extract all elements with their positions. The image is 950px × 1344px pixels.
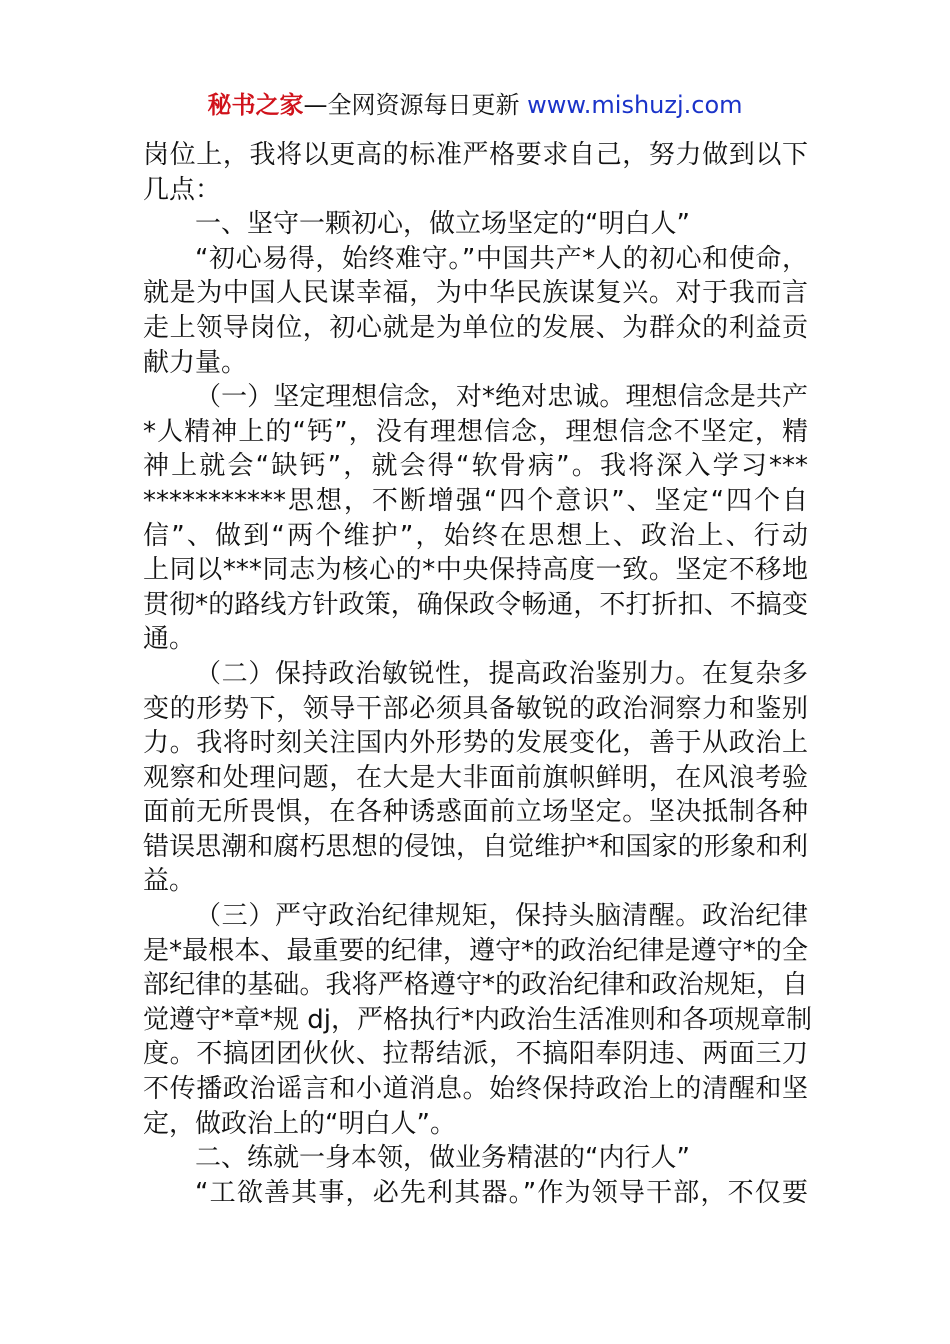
text-line: 就是为中国人民谋幸福，为中华民族谋复兴。对于我而言 <box>143 278 808 309</box>
text-line: 上同以***同志为核心的*中央保持高度一致。坚定不移地 <box>143 555 808 586</box>
text-line: 是*最根本、最重要的纪律，遵守*的政治纪律是遵守*的全 <box>143 935 808 966</box>
subsection-line: （二）保持政治敏锐性，提高政治鉴别力。在复杂多 <box>195 658 808 689</box>
text-line: 不传播政治谣言和小道消息。始终保持政治上的清醒和坚 <box>143 1074 808 1105</box>
text-line: 神上就会“缺钙”，就会得“软骨病”。我将深入学习*** <box>143 451 808 482</box>
text-line: *人精神上的“钙”，没有理想信念，理想信念不坚定，精 <box>143 416 808 447</box>
text-line: 力。我将时刻关注国内外形势的发展变化，善于从政治上 <box>143 728 808 759</box>
site-url-link[interactable]: www.mishuzj.com <box>527 91 743 119</box>
text-line: 献力量。 <box>143 347 248 378</box>
header-tagline: 全网资源每日更新 <box>327 91 520 119</box>
text-line: 几点： <box>143 174 222 205</box>
text-line: 错误思潮和腐朽思想的侵蚀，自觉维护*和国家的形象和利 <box>143 831 808 862</box>
text-line: 觉遵守*章*规 dj，严格执行*内政治生活准则和各项规章制 <box>143 1004 812 1035</box>
document-body <box>143 138 812 1210</box>
section-heading: 二、练就一身本领，做业务精湛的“内行人” <box>195 1143 690 1174</box>
text-line: 贯彻*的路线方针政策，确保政令畅通，不打折扣、不搞变 <box>143 589 808 620</box>
text-line: “工欲善其事，必先利其器。”作为领导干部，不仅要 <box>195 1177 808 1208</box>
subsection-line: （三）严守政治纪律规矩，保持头脑清醒。政治纪律 <box>195 901 808 932</box>
text-line: 度。不搞团团伙伙、拉帮结派，不搞阳奉阴违、两面三刀 <box>143 1039 808 1070</box>
text-line: 变的形势下，领导干部必须具备敏锐的政治洞察力和鉴别 <box>143 693 808 724</box>
site-header <box>0 88 950 122</box>
text-line: 观察和处理问题，在大是大非面前旗帜鲜明，在风浪考验 <box>143 762 808 793</box>
text-line: 益。 <box>143 866 196 897</box>
section-heading: 一、坚守一颗初心，做立场坚定的“明白人” <box>195 209 690 240</box>
text-line: 信”、做到“两个维护”，始终在思想上、政治上、行动 <box>143 520 808 551</box>
text-line: 岗位上，我将以更高的标准严格要求自己，努力做到以下 <box>143 140 808 170</box>
text-line: ***********思想，不断增强“四个意识”、坚定“四个自 <box>143 485 808 516</box>
subsection-line: （一）坚定理想信念，对*绝对忠诚。理想信念是共产 <box>195 382 808 413</box>
text-line: 定，做政治上的“明白人”。 <box>143 1108 456 1139</box>
site-brand: 秘书之家 <box>207 91 304 119</box>
text-line: 面前无所畏惧，在各种诱惑面前立场坚定。坚决抵制各种 <box>143 797 808 828</box>
text-line: 部纪律的基础。我将严格遵守*的政治纪律和政治规矩，自 <box>143 970 808 1001</box>
text-line: 走上领导岗位，初心就是为单位的发展、为群众的利益贡 <box>143 312 808 343</box>
text-line: 通。 <box>143 624 196 655</box>
header-separator: — <box>303 91 328 119</box>
text-line: “初心易得，始终难守。”中国共产*人的初心和使命， <box>195 243 808 274</box>
